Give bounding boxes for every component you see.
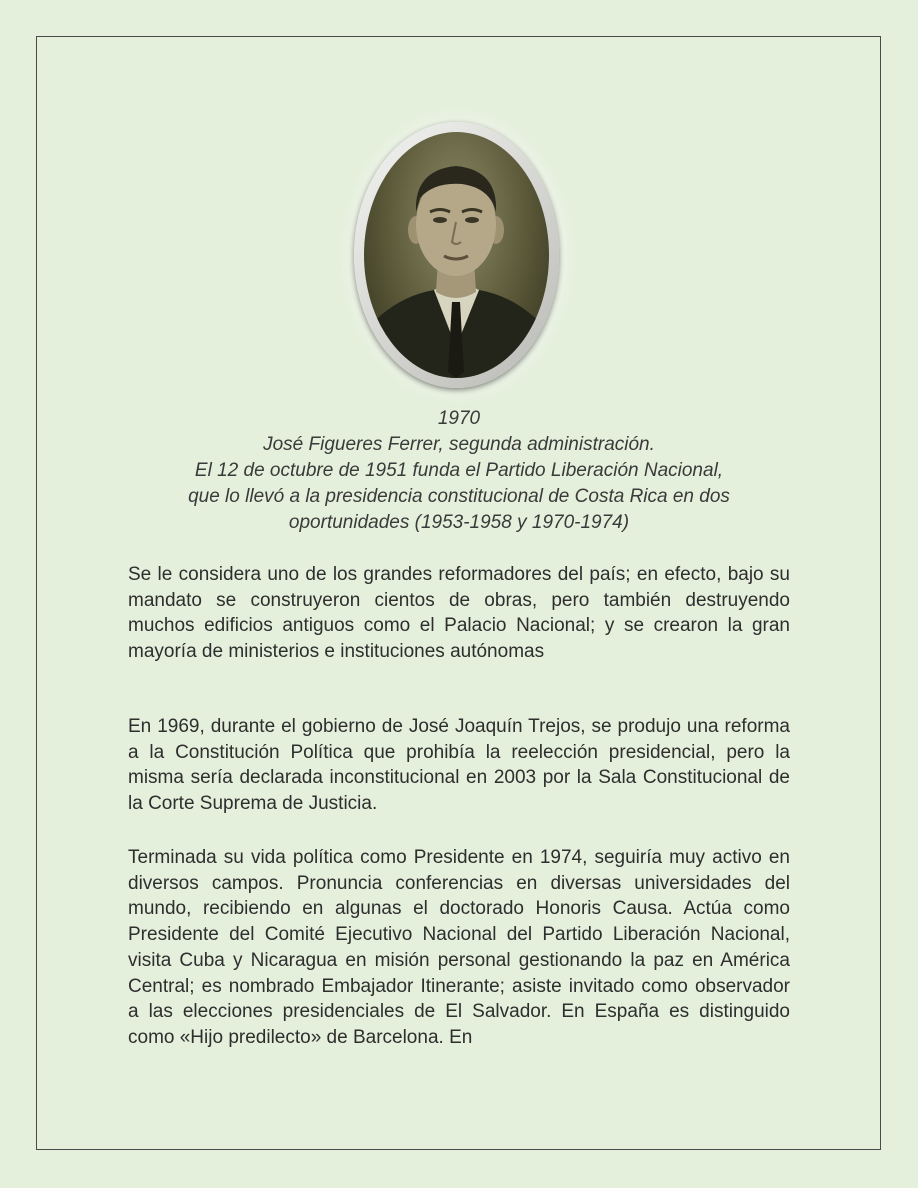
body-paragraph-reforms: Se le considera uno de los grandes reformadores del país; en efecto, bajo su mandato se construyeron cientos de obras, pero también destruyendo muchos edificios antiguos como el Palacio Nacional; y se crearon la gran mayoría de ministerios e instituciones autónomas bbox=[128, 564, 790, 663]
body-paragraph-reelection: En 1969, durante el gobierno de José Joaquín Trejos, se produjo una reforma a la Constitución Política que prohibía la reelección presidencial, pero la misma sería declarada inconstitucional en 2003 por la Sala Constitucional de la Corte Suprema de Justicia. bbox=[128, 716, 790, 815]
portrait bbox=[340, 108, 575, 403]
caption-year: 1970 bbox=[437, 408, 481, 429]
man-portrait-image bbox=[364, 132, 549, 378]
caption-line: El 12 de octubre de 1951 funda el Partido Liberación Nacional, bbox=[194, 460, 724, 481]
caption-line: José Figueres Ferrer, segunda administración. bbox=[263, 434, 655, 455]
caption-line: oportunidades (1953-1958 y 1970-1974) bbox=[288, 512, 630, 533]
caption-line: que lo llevó a la presidencia constitucional de Costa Rica en dos bbox=[188, 486, 730, 507]
portrait-caption bbox=[110, 406, 808, 536]
body-paragraph-later-life: Terminada su vida política como Presidente en 1974, seguiría muy activo en diversos campos. Pronuncia conferencias en diversas universidades del mundo, recibiendo en algunas el doctorado Honoris Causa. Actúa como Presidente del Comité Ejecutivo Nacional del Partido Liberación Nacional, visita Cuba y Nicaragua en misión personal gestionando la paz en América Central; es nombrado Embajador Itinerante; asiste invitado como observador a las elecciones presidenciales de El Salvador. En España es distinguido como «Hijo predilecto» de Barcelona. En bbox=[128, 847, 790, 1048]
portrait-photo bbox=[364, 132, 549, 378]
portrait-oval-frame bbox=[354, 122, 559, 388]
